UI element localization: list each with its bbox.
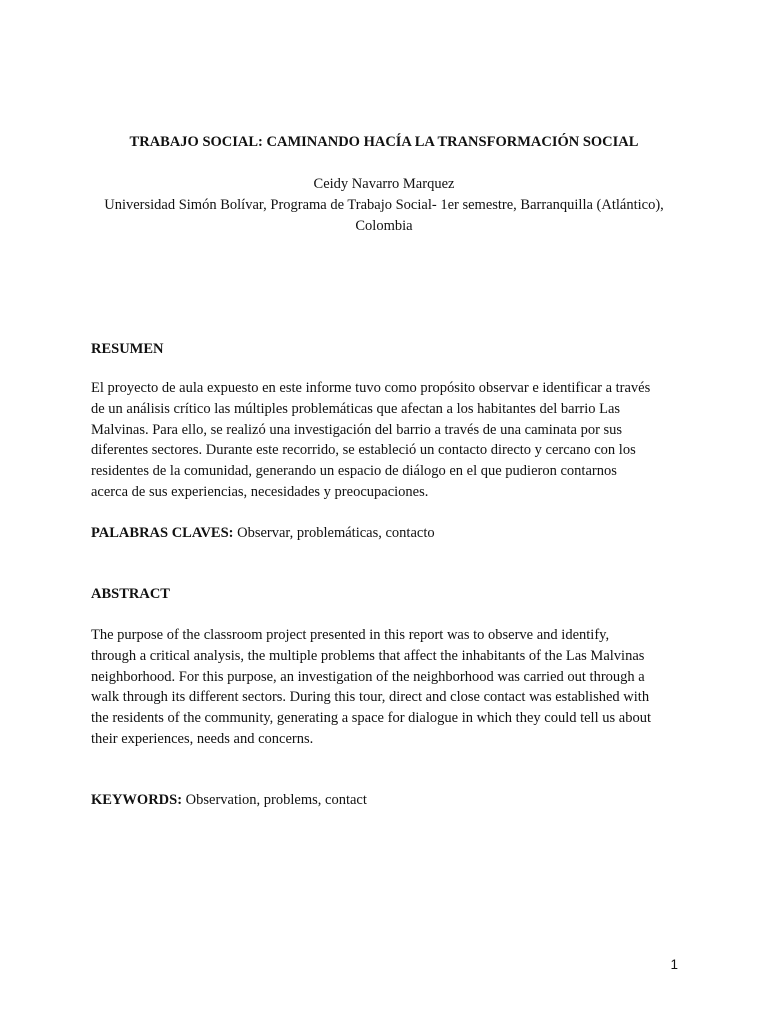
resumen-heading: RESUMEN bbox=[91, 341, 164, 357]
keywords-value: Observation, problems, contact bbox=[182, 792, 367, 808]
abstract-line: through a critical analysis, the multiple problems that affect the inhabitants of the Las Malvinas bbox=[91, 647, 645, 664]
resumen-line: Malvinas. Para ello, se realizó una investigación del barrio a través de una caminata por sus bbox=[91, 421, 623, 438]
resumen-line: de un análisis crítico las múltiples problemáticas que afectan a los habitantes del barrio Las bbox=[91, 400, 621, 417]
abstract-line: their experiences, needs and concerns. bbox=[91, 730, 314, 747]
author-block bbox=[0, 174, 768, 237]
page-number: 1 bbox=[670, 957, 678, 972]
author-name: Ceidy Navarro Marquez bbox=[313, 176, 455, 192]
resumen-paragraph bbox=[91, 378, 691, 503]
palabras-claves-label: PALABRAS CLAVES: bbox=[91, 525, 234, 541]
abstract-line: the residents of the community, generating a space for dialogue in which they could tell us about bbox=[91, 710, 651, 727]
resumen-line: diferentes sectores. Durante este recorrido, se estableció un contacto directo y cercano con los bbox=[91, 442, 636, 459]
abstract-paragraph bbox=[91, 625, 691, 750]
keywords-label: KEYWORDS: bbox=[91, 792, 183, 808]
paper-title: TRABAJO SOCIAL: CAMINANDO HACÍA LA TRANSFORMACIÓN SOCIAL bbox=[129, 134, 639, 150]
author-affiliation-line-2: Colombia bbox=[355, 218, 413, 234]
abstract-heading: ABSTRACT bbox=[91, 586, 170, 602]
keywords bbox=[91, 790, 367, 811]
resumen-line: residentes de la comunidad, generando un espacio de diálogo en el que pudieron contarnos bbox=[91, 463, 617, 480]
abstract-line: neighborhood. For this purpose, an investigation of the neighborhood was carried out through a bbox=[91, 668, 645, 685]
palabras-claves-value: Observar, problemáticas, contacto bbox=[233, 525, 435, 541]
abstract-line: walk through its different sectors. During this tour, direct and close contact was established with bbox=[91, 689, 650, 706]
abstract-line: The purpose of the classroom project presented in this report was to observe and identify, bbox=[91, 627, 610, 643]
resumen-line: El proyecto de aula expuesto en este informe tuvo como propósito observar e identificar a través bbox=[91, 380, 651, 396]
author-affiliation-line-1: Universidad Simón Bolívar, Programa de Trabajo Social- 1er semestre, Barranquilla (Atlántico), bbox=[104, 197, 664, 213]
resumen-line: acerca de sus experiencias, necesidades y preocupaciones. bbox=[91, 483, 429, 500]
palabras-claves bbox=[91, 523, 435, 544]
